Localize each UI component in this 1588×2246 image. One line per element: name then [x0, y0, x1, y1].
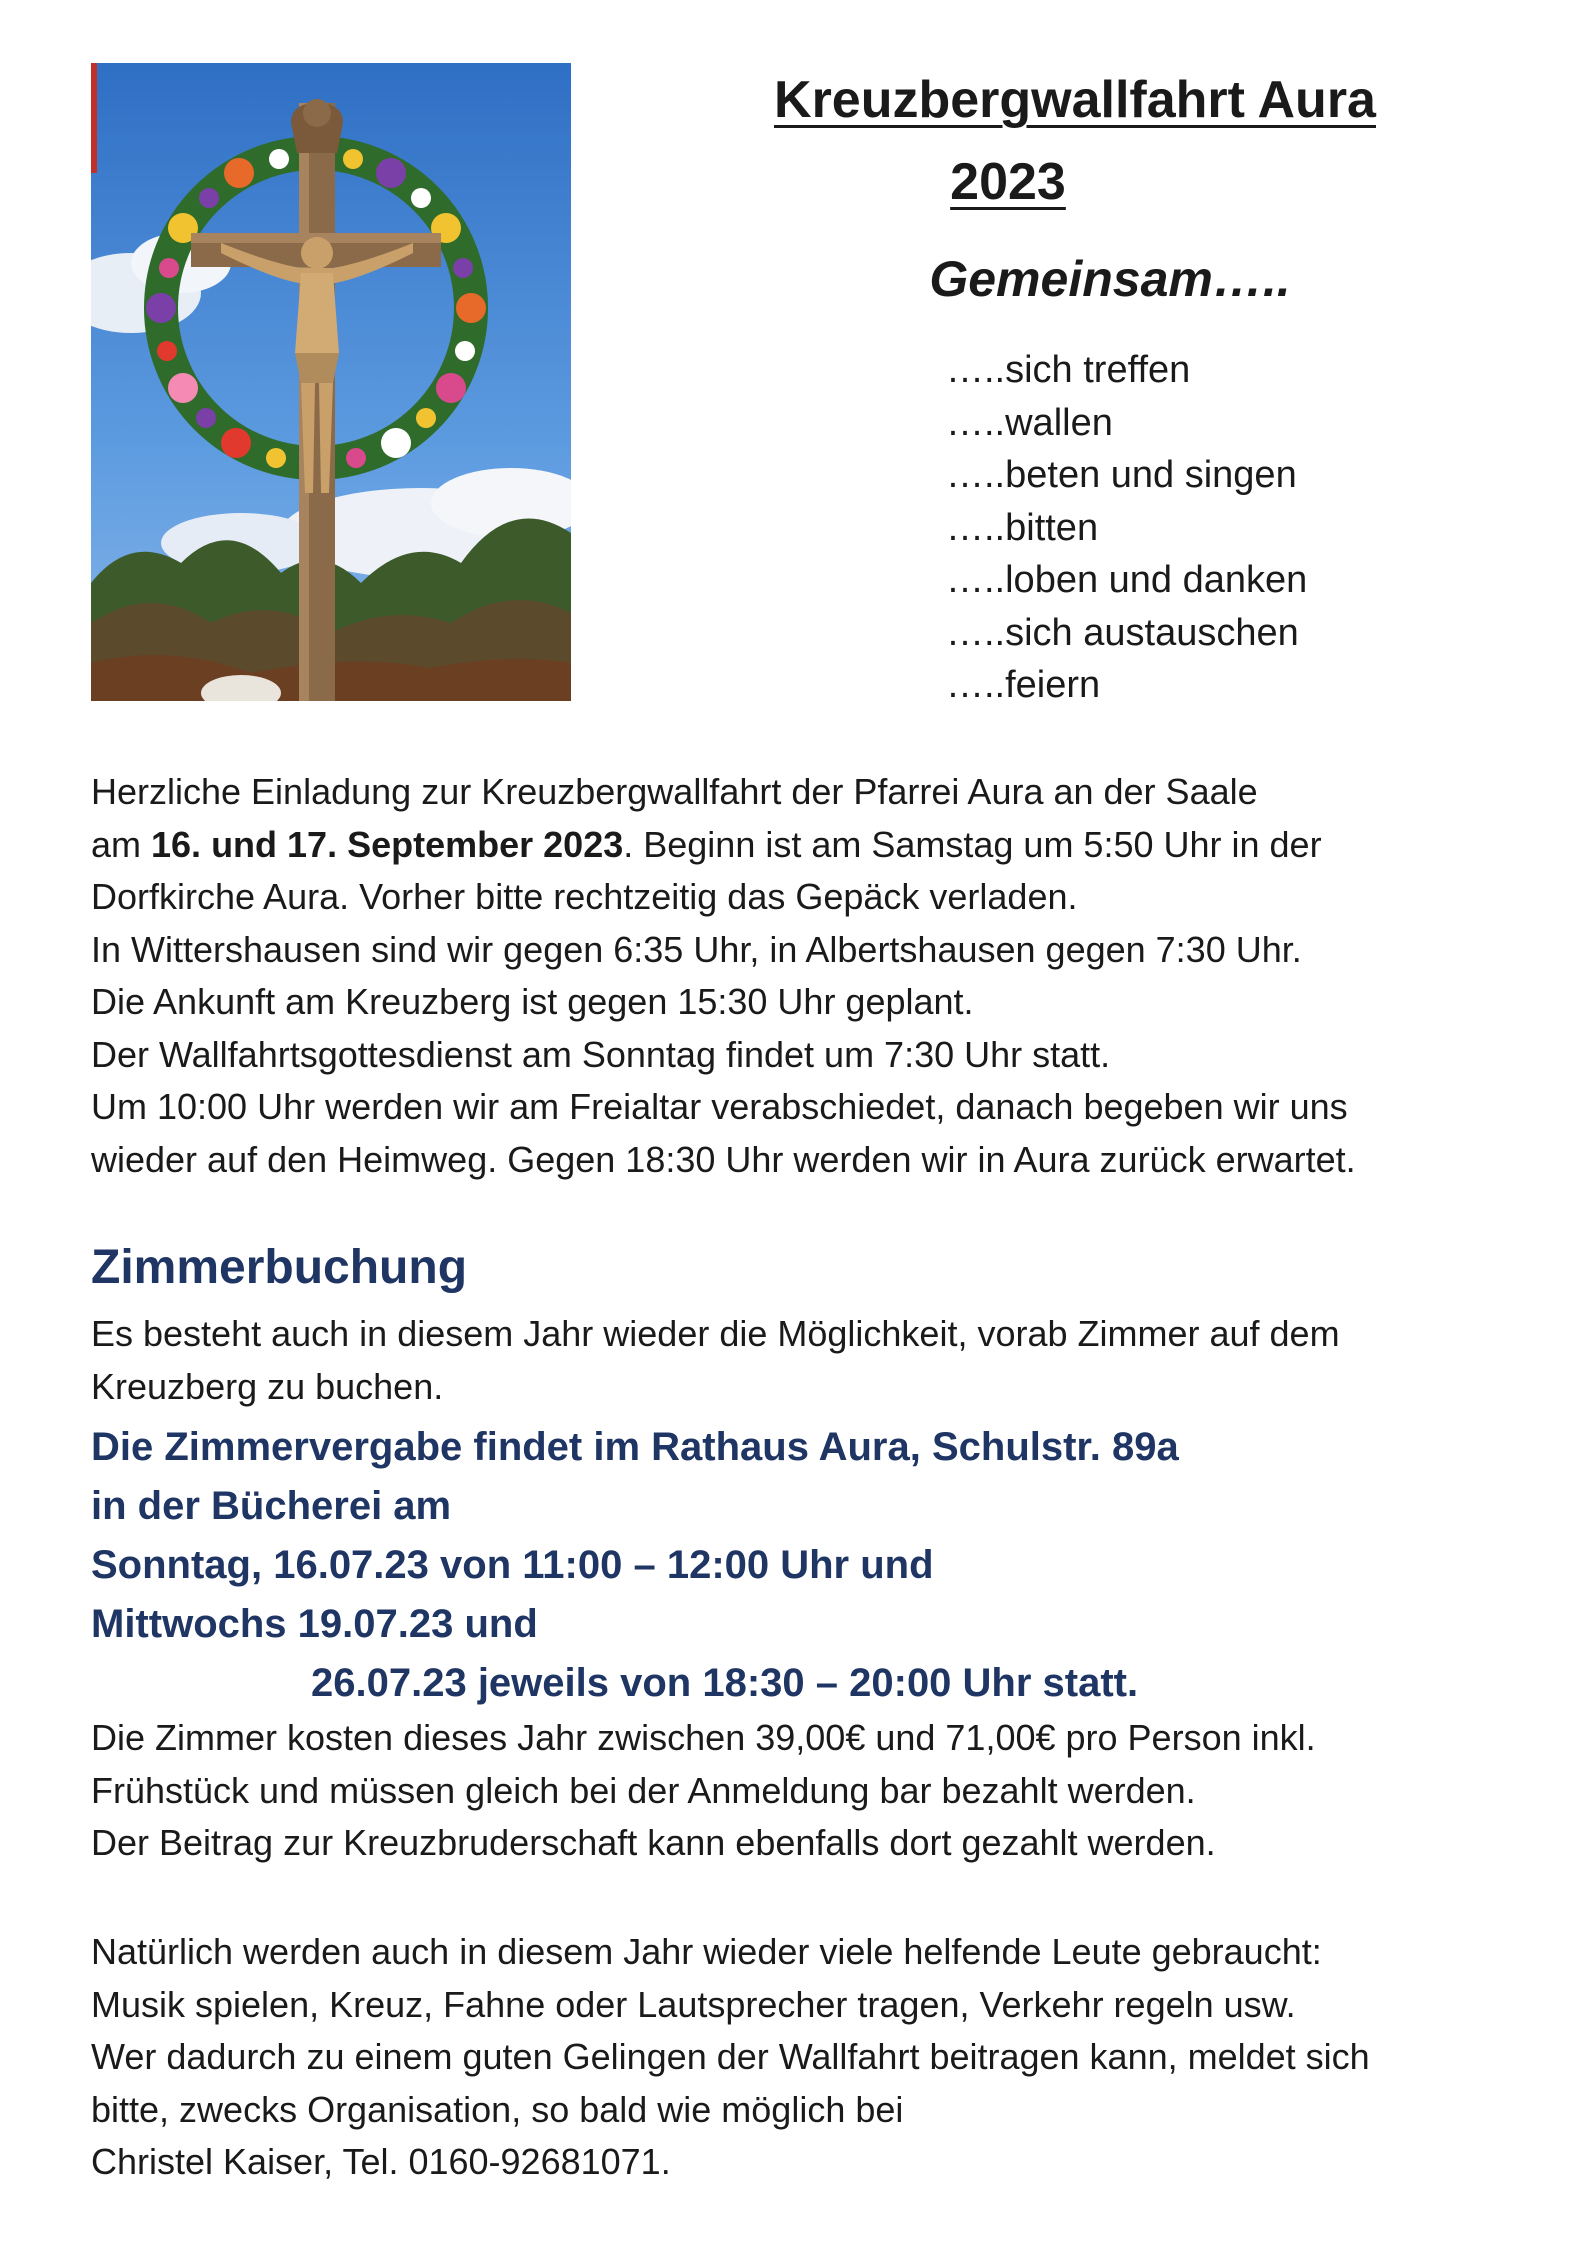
- notice-line: Mittwochs 19.07.23 und: [91, 1602, 538, 1646]
- text-line: Kreuzberg zu buchen.: [91, 1365, 444, 1407]
- notice-line: Sonntag, 16.07.23 von 11:00 – 12:00 Uhr und: [91, 1543, 934, 1587]
- text-line: Musik spielen, Kreuz, Fahne oder Lautsprecher tragen, Verkehr regeln usw.: [91, 1983, 1296, 2025]
- page-title: [655, 70, 1495, 130]
- text-line: Die Ankunft am Kreuzberg ist gegen 15:30 Uhr geplant.: [91, 981, 974, 1022]
- list-item: …..loben und danken: [946, 559, 1308, 601]
- event-date: 16. und 17. September 2023: [151, 823, 624, 865]
- notice-line: 26.07.23 jeweils von 18:30 – 20:00 Uhr statt.: [311, 1661, 1139, 1705]
- page-title-year-text: 2023: [950, 153, 1066, 211]
- text-line: Frühstück und müssen gleich bei der Anmeldung bar bezahlt werden.: [91, 1769, 1196, 1811]
- text-line: bitte, zwecks Organisation, so bald wie möglich bei: [91, 2088, 904, 2130]
- list-item: …..feiern: [946, 664, 1101, 706]
- notice-line: Die Zimmervergabe findet im Rathaus Aura, Schulstr. 89a: [91, 1425, 1179, 1469]
- text-line: Dorfkirche Aura. Vorher bitte rechtzeitig das Gepäck verladen.: [91, 876, 1078, 917]
- text-line: [91, 819, 1511, 872]
- notice-line: in der Bücherei am: [91, 1484, 452, 1528]
- list-item: …..sich austauschen: [946, 611, 1299, 654]
- helpers-paragraph: [91, 1926, 1511, 2189]
- text-line: Der Beitrag zur Kreuzbruderschaft kann ebenfalls dort gezahlt werden.: [91, 1822, 1216, 1863]
- page-title-text: Kreuzbergwallfahrt Aura: [774, 71, 1376, 129]
- text-line: Es besteht auch in diesem Jahr wieder die Möglichkeit, vorab Zimmer auf dem: [91, 1313, 1340, 1354]
- list-item: …..beten und singen: [946, 454, 1297, 496]
- text-fragment: . Beginn ist am Samstag um 5:50 Uhr in der: [623, 823, 1322, 865]
- crucifix-flower-wreath-photo: [91, 63, 571, 701]
- text-line: Natürlich werden auch in diesem Jahr wieder viele helfende Leute gebraucht:: [91, 1931, 1322, 1972]
- text-line: wieder auf den Heimweg. Gegen 18:30 Uhr werden wir in Aura zurück erwartet.: [91, 1138, 1356, 1180]
- room-allocation-notice: [91, 1418, 1511, 1713]
- section-heading-rooms: Zimmerbuchung: [91, 1241, 468, 1294]
- list-item: …..wallen: [946, 401, 1113, 444]
- rooms-paragraph: [91, 1308, 1511, 1413]
- text-line: Herzliche Einladung zur Kreuzbergwallfahrt der Pfarrei Aura an der Saale: [91, 771, 1258, 812]
- text-line: Um 10:00 Uhr werden wir am Freialtar verabschiedet, danach begeben wir uns: [91, 1086, 1348, 1127]
- page-title-year: [548, 152, 1468, 212]
- list-item: …..bitten: [946, 506, 1099, 549]
- contact-line: Christel Kaiser, Tel. 0160-92681071.: [91, 2141, 671, 2182]
- page-subtitle: Gemeinsam…..: [929, 251, 1291, 307]
- activity-list: [946, 344, 1307, 712]
- prices-paragraph: [91, 1712, 1511, 1870]
- list-item: …..sich treffen: [946, 349, 1191, 391]
- text-line: Die Zimmer kosten dieses Jahr zwischen 39,00€ und 71,00€ pro Person inkl.: [91, 1717, 1316, 1758]
- text-line: In Wittershausen sind wir gegen 6:35 Uhr, in Albertshausen gegen 7:30 Uhr.: [91, 928, 1302, 970]
- text-line: Der Wallfahrtsgottesdienst am Sonntag findet um 7:30 Uhr statt.: [91, 1033, 1111, 1075]
- text-fragment: am: [91, 823, 152, 865]
- invitation-paragraph: [91, 766, 1511, 1186]
- text-line: Wer dadurch zu einem guten Gelingen der Wallfahrt beitragen kann, meldet sich: [91, 2036, 1370, 2077]
- crucifix-photo-svg: [91, 63, 571, 701]
